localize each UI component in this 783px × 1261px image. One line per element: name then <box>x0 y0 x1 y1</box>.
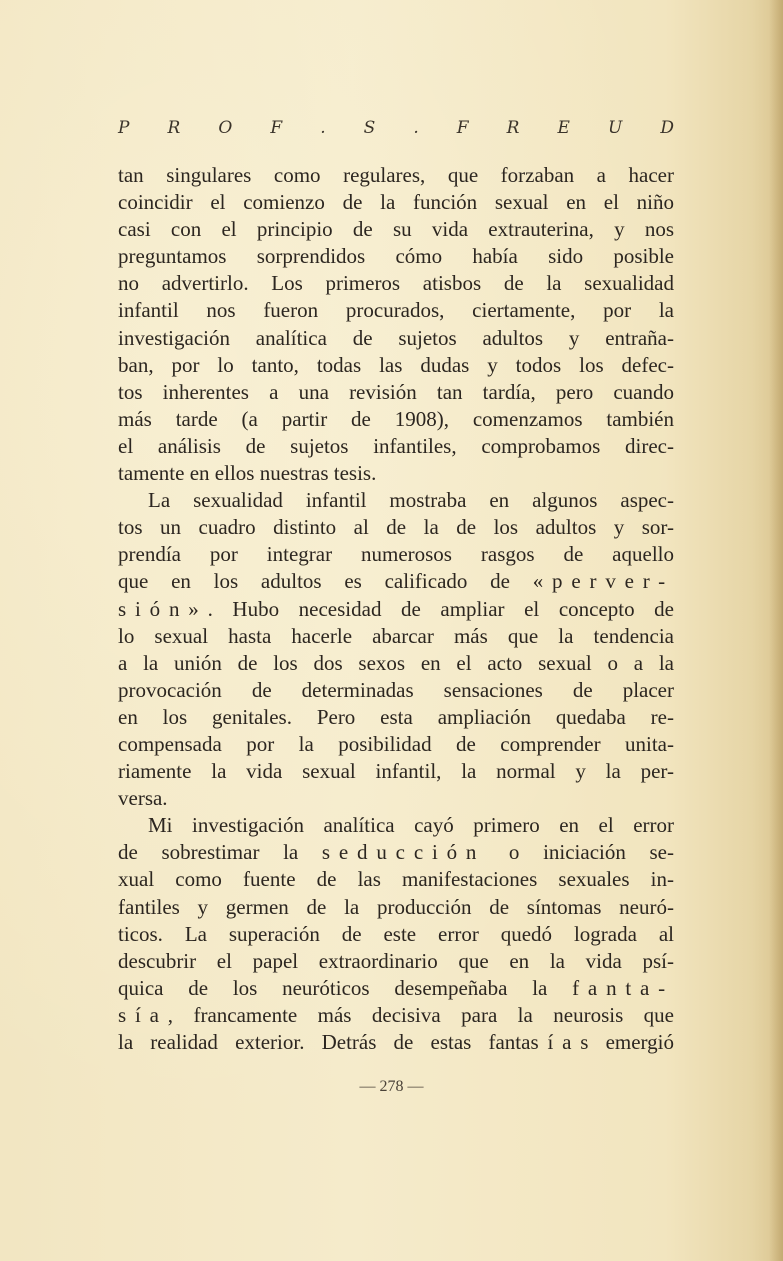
running-head <box>118 118 674 144</box>
page-edge-shadow <box>769 0 783 1261</box>
text-line: quica de los neuróticos desempeñaba la fanta- <box>118 975 674 1000</box>
emphasis-word: seducción <box>321 840 486 865</box>
text-line: ticos. La superación de este error quedó lograda al <box>118 921 674 946</box>
text-line: descubrir el papel extraordinario que en la vida psí- <box>118 948 674 973</box>
paragraph <box>118 162 674 487</box>
text-line: que en los adultos es calificado de «perver- <box>118 569 674 594</box>
emphasis-word: fanta- <box>572 975 674 1000</box>
text-line: tos un cuadro distinto al de la de los adultos y sor- <box>118 515 674 540</box>
text-line: La sexualidad infantil mostraba en algunos aspec- <box>148 488 674 513</box>
emphasis-word: sía <box>530 1030 581 1054</box>
text-line: lo sexual hasta hacerle abarcar más que la tendencia <box>118 623 674 648</box>
text-line: Mi investigación analítica cayó primero en el error <box>148 813 674 838</box>
running-head-letter: E <box>557 118 570 138</box>
text-line: xual como fuente de las manifestaciones sexuales in- <box>118 867 674 892</box>
text-line: prendía por integrar numerosos rasgos de aquello <box>118 542 674 567</box>
running-head-letter: F <box>270 118 283 138</box>
running-head-letter: O <box>218 118 233 138</box>
running-head-letter: P <box>118 118 130 138</box>
text-line: casi con el principio de su vida extrauterina, y nos <box>118 217 674 242</box>
text-line: sía, francamente más decisiva para la neurosis que <box>118 1002 674 1027</box>
running-head-letter: S <box>363 118 376 138</box>
text-line: fantiles y germen de la producción de síntomas neuró- <box>118 894 674 919</box>
running-head-letter: F <box>456 118 469 138</box>
text-line: ban, por lo tanto, todas las dudas y todos los defec- <box>118 352 674 377</box>
running-head-letter: . <box>320 118 326 138</box>
running-head-letter: D <box>660 118 674 138</box>
paragraph <box>118 487 674 812</box>
text-line: a la unión de los dos sexos en el acto sexual o a la <box>118 650 674 675</box>
emphasis-word: sía <box>118 1002 168 1027</box>
running-head-letter: . <box>413 118 419 138</box>
running-head-letter: R <box>506 118 520 138</box>
text-line: en los genitales. Pero esta ampliación quedaba re- <box>118 704 674 729</box>
body-text <box>118 162 674 1056</box>
paragraph <box>118 812 674 1056</box>
text-line: coincidir el comienzo de la función sexual en el niño <box>118 190 674 215</box>
text-line: tos inherentes a una revisión tan tardía, pero cuando <box>118 379 674 404</box>
text-line: no advertirlo. Los primeros atisbos de la sexualidad <box>118 271 674 296</box>
emphasis-word: sión» <box>118 596 208 621</box>
text-line: más tarde (a partir de 1908), comenzamos también <box>118 406 674 431</box>
text-line: tamente en ellos nuestras tesis. <box>118 461 377 486</box>
text-line: el análisis de sujetos infantiles, comprobamos direc- <box>118 433 674 458</box>
running-head-letter: U <box>607 118 623 138</box>
text-line: compensada por la posibilidad de comprender unita- <box>118 731 674 756</box>
text-line: versa. <box>118 786 168 811</box>
emphasis-word: «perver- <box>532 569 674 594</box>
text-line: provocación de determinadas sensaciones de placer <box>118 677 674 702</box>
text-line: tan singulares como regulares, que forzaban a hacer <box>118 163 674 187</box>
page-number: — 278 — <box>359 1078 424 1095</box>
running-head-letter: R <box>167 118 181 138</box>
text-line: preguntamos sorprendidos cómo había sido posible <box>118 244 674 269</box>
text-line: investigación analítica de sujetos adultos y entraña- <box>118 325 674 350</box>
text-line: la realidad exterior. Detrás de estas fantasías emergió <box>118 1030 674 1054</box>
text-line: infantil nos fueron procurados, ciertamente, por la <box>118 298 674 323</box>
text-line: de sobrestimar la seducción o iniciación se- <box>118 840 674 865</box>
text-line: riamente la vida sexual infantil, la normal y la per- <box>118 759 674 784</box>
text-line: sión». Hubo necesidad de ampliar el concepto de <box>118 596 674 621</box>
